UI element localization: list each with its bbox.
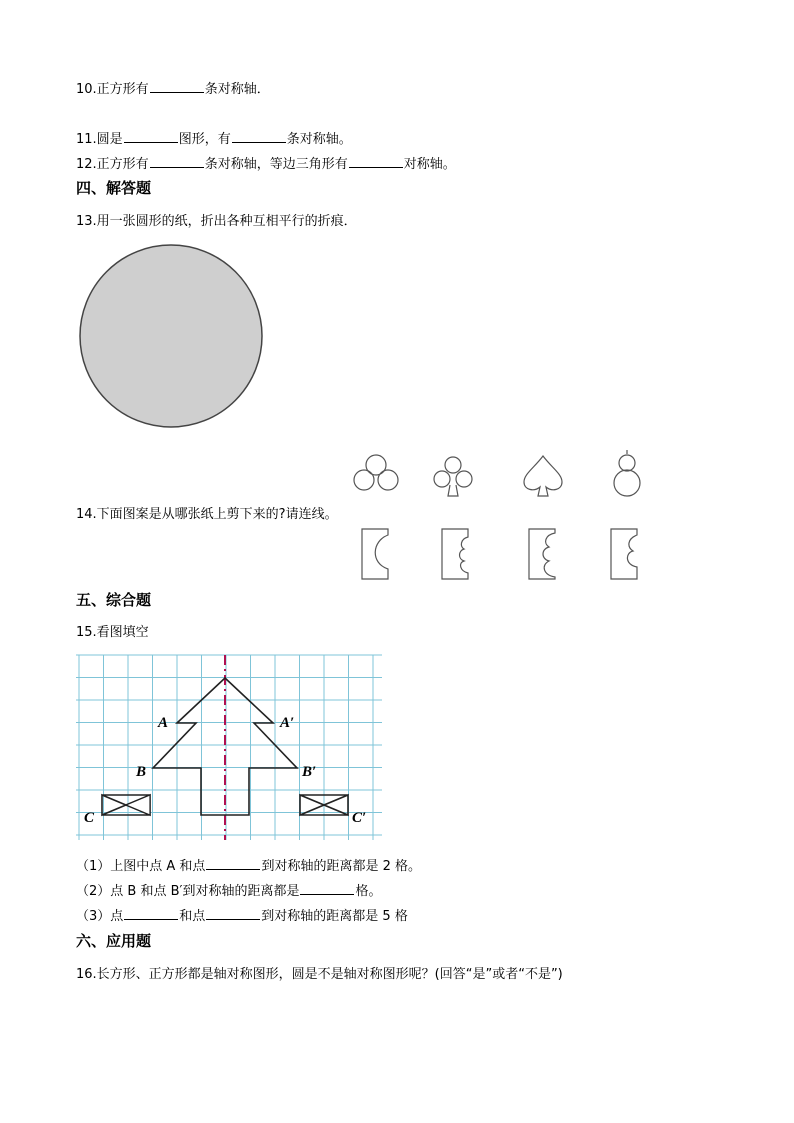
q11-text-a: 11.圆是	[76, 132, 123, 147]
q15-p1-b: 到对称轴的距离都是 2 格。	[261, 859, 421, 874]
label-c: C	[84, 810, 95, 826]
answer-blank[interactable]	[150, 80, 204, 93]
folded-paper-1	[358, 527, 394, 583]
question-15-part-3	[76, 907, 408, 926]
q15-p3-c: 到对称轴的距离都是 5 格	[261, 909, 408, 924]
q15-p2-b: 格。	[355, 884, 382, 899]
label-c-prime: C′	[352, 810, 367, 826]
question-16: 16.长方形、正方形都是轴对称图形，圆是不是轴对称图形呢？(回答“是”或者“不是”)	[76, 967, 563, 982]
q15-p3-b: 和点	[179, 909, 206, 924]
shape-club	[428, 452, 478, 502]
symmetry-grid-figure	[76, 655, 382, 840]
folded-paper-2	[438, 527, 474, 583]
question-12	[76, 155, 456, 174]
section-heading: 六、应用题	[76, 932, 152, 950]
answer-blank[interactable]	[300, 882, 354, 895]
question-15-part-2	[76, 882, 381, 901]
question-14: 14.下面图案是从哪张纸上剪下来的?请连线。	[76, 507, 338, 522]
q12-text-c: 对称轴。	[403, 157, 456, 172]
label-a: A	[158, 715, 169, 731]
shape-clover	[350, 450, 402, 502]
q10-text-a: 10.正方形有	[76, 82, 149, 97]
shape-spade	[518, 452, 568, 502]
q12-text-b: 条对称轴，等边三角形有	[204, 157, 348, 172]
q15-p1-a: （1）上图中点 A 和点	[76, 859, 206, 874]
q12-text-a: 12.正方形有	[76, 157, 149, 172]
folded-paper-4	[607, 527, 643, 583]
answer-blank[interactable]	[150, 155, 204, 168]
folded-paper-3	[525, 527, 561, 583]
q11-text-c: 条对称轴。	[286, 132, 352, 147]
circle-paper	[78, 243, 264, 429]
label-b: B	[136, 764, 147, 780]
answer-blank[interactable]	[206, 907, 260, 920]
answer-blank[interactable]	[124, 907, 178, 920]
q15-p2-a: （2）点 B 和点 B′到对称轴的距离都是	[76, 884, 300, 899]
answer-blank[interactable]	[124, 130, 178, 143]
question-13: 13.用一张圆形的纸，折出各种互相平行的折痕．	[76, 214, 357, 229]
question-10	[76, 80, 270, 99]
q15-p3-a: （3）点	[76, 909, 124, 924]
question-15-part-1	[76, 857, 421, 876]
label-b-prime: B′	[302, 764, 317, 780]
answer-blank[interactable]	[206, 857, 260, 870]
question-15-title: 15.看图填空	[76, 625, 149, 640]
section-heading: 四、解答题	[76, 179, 152, 197]
shape-gourd	[605, 446, 649, 502]
q10-text-b: 条对称轴．	[204, 82, 270, 97]
section-heading: 五、综合题	[76, 591, 152, 609]
label-a-prime: A′	[280, 715, 295, 731]
answer-blank[interactable]	[232, 130, 286, 143]
q11-text-b: 图形，有	[178, 132, 231, 147]
answer-blank[interactable]	[349, 155, 403, 168]
question-11	[76, 130, 352, 149]
